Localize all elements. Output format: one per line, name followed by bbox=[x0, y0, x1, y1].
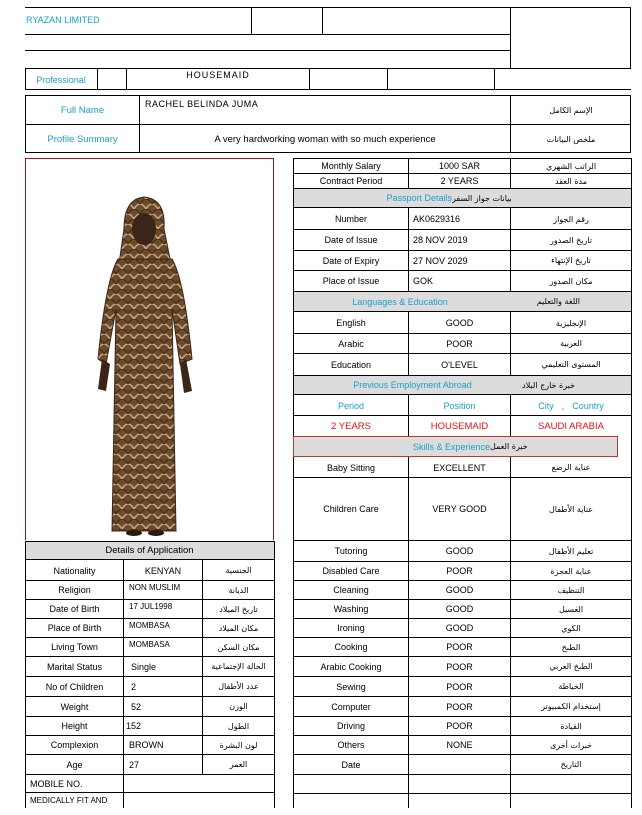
skill-value bbox=[409, 755, 510, 774]
skill-label: Tutoring bbox=[334, 546, 368, 556]
skill-value: GOOD bbox=[445, 623, 474, 633]
application-field-value: MOMBASA bbox=[129, 620, 170, 630]
application-field-label: Living Town bbox=[51, 642, 98, 652]
monthly-salary-value: 1000 SAR bbox=[438, 161, 481, 171]
place-of-issue-label: Place of Issue bbox=[322, 276, 380, 286]
application-field-value: BROWN bbox=[129, 740, 164, 750]
application-field-arabic: تاريخ الميلاد bbox=[219, 604, 258, 614]
arabic-arabic: العربية bbox=[560, 339, 582, 348]
employment-title-arabic: خبرة خارج البلاد bbox=[522, 380, 575, 390]
languages-title: Languages & Education bbox=[352, 296, 448, 307]
passport-title-arabic: بيانات جواز السفر bbox=[452, 193, 512, 203]
monthly-salary-arabic: الراتب الشهري bbox=[545, 161, 597, 171]
application-field-value: 17 JUL1998 bbox=[129, 601, 173, 611]
application-field-label: Nationality bbox=[53, 565, 96, 576]
skill-value: POOR bbox=[446, 701, 473, 712]
languages-title-arabic: اللغة والتعليم bbox=[536, 297, 580, 306]
skill-arabic: التاريخ bbox=[560, 760, 582, 769]
application-field-arabic: الطول bbox=[227, 721, 250, 731]
contract-period-arabic: مدة العقد bbox=[555, 176, 587, 186]
professional-label: Professional bbox=[36, 75, 86, 85]
skill-value: POOR bbox=[446, 721, 473, 731]
employment-period-value: 2 YEARS bbox=[331, 420, 371, 432]
application-field-label: Age bbox=[66, 759, 83, 770]
application-field-label: Complexion bbox=[50, 740, 99, 750]
skill-label: Ironing bbox=[337, 623, 365, 633]
date-of-issue-value: 28 NOV 2019 bbox=[413, 235, 468, 245]
application-field-arabic: الحالة الإجتماعية bbox=[211, 662, 266, 671]
skill-label: Cooking bbox=[334, 642, 368, 652]
monthly-salary-label: Monthly Salary bbox=[321, 161, 381, 171]
skill-value: POOR bbox=[446, 642, 473, 652]
city-country-header bbox=[511, 396, 631, 415]
english-value: GOOD bbox=[445, 318, 474, 328]
application-field-value: 152 bbox=[126, 721, 142, 731]
skill-label: Baby Sitting bbox=[326, 462, 376, 473]
city-header: City bbox=[538, 400, 554, 411]
skill-label: Date bbox=[341, 759, 361, 770]
position-value: HOUSEMAID bbox=[186, 70, 250, 80]
full-name-label: Full Name bbox=[60, 104, 105, 116]
education-label: Education bbox=[330, 359, 372, 370]
date-of-expiry-value: 27 NOV 2029 bbox=[413, 255, 468, 266]
place-of-issue-arabic: مكان الصدور bbox=[549, 276, 593, 286]
agency-name: RYAZAN LIMITED bbox=[26, 15, 100, 25]
skill-label: Disabled Care bbox=[322, 566, 380, 576]
application-field-label: Weight bbox=[60, 701, 89, 712]
skill-label: Driving bbox=[336, 721, 365, 731]
skill-label: Cleaning bbox=[333, 585, 369, 595]
application-field-arabic: لون البشرة bbox=[219, 740, 258, 750]
english-arabic: الإنجليزية bbox=[555, 318, 587, 328]
skill-arabic: الطبخ العربي bbox=[549, 662, 593, 671]
application-field-value: NON MUSLIM bbox=[129, 582, 181, 592]
date-of-issue-arabic: تاريخ الصدور bbox=[550, 235, 592, 245]
skill-value: NONE bbox=[446, 740, 473, 750]
skill-arabic: الطبخ bbox=[561, 642, 581, 652]
skill-label: Others bbox=[337, 740, 365, 750]
education-value: O'LEVEL bbox=[441, 359, 478, 370]
skill-arabic: التنظيف bbox=[557, 585, 585, 595]
skill-arabic: إستخدام الكمبيوتر bbox=[541, 702, 601, 711]
full-name-arabic: الإسم الكامل bbox=[549, 105, 593, 115]
skills-title: Skills & Experience bbox=[412, 441, 490, 452]
arabic-value: POOR bbox=[446, 338, 473, 349]
medically-fit-label: MEDICALLY FIT AND bbox=[30, 796, 108, 805]
full-name-value: RACHEL BELINDA JUMA bbox=[145, 99, 259, 109]
skill-value: POOR bbox=[446, 566, 473, 576]
skill-label: Arabic Cooking bbox=[320, 661, 382, 672]
application-field-arabic: عدد الأطفال bbox=[218, 682, 259, 691]
application-field-value: 52 bbox=[131, 701, 142, 712]
profile-summary-arabic: ملخص البيانات bbox=[546, 134, 596, 144]
applicant-photo-frame bbox=[25, 158, 274, 540]
skill-arabic: عناية الأطفال bbox=[548, 504, 594, 514]
skill-arabic: الخياطة bbox=[558, 682, 584, 691]
place-of-issue-value: GOK bbox=[413, 276, 434, 286]
application-field-label: Date of Birth bbox=[49, 604, 100, 614]
skill-label: Computer bbox=[331, 701, 371, 712]
application-field-arabic: الجنسية bbox=[225, 566, 252, 575]
application-field-value: KENYAN bbox=[144, 565, 182, 576]
contract-period-label: Contract Period bbox=[319, 176, 383, 186]
skill-value: GOOD bbox=[445, 585, 474, 595]
skill-arabic: الكوي bbox=[561, 623, 581, 633]
application-field-value: 2 bbox=[131, 681, 137, 692]
application-field-value: MOMBASA bbox=[129, 639, 170, 649]
date-of-issue-label: Date of Issue bbox=[324, 235, 378, 245]
profile-summary-label: Profile Summary bbox=[47, 133, 118, 145]
english-label: English bbox=[336, 318, 366, 328]
date-of-expiry-label: Date of Expiry bbox=[322, 255, 380, 266]
period-header: Period bbox=[337, 400, 364, 411]
contract-period-value: 2 YEARS bbox=[440, 176, 479, 186]
arabic-label: Arabic bbox=[338, 338, 364, 349]
application-field-value: 27 bbox=[129, 759, 140, 770]
skill-arabic: عناية الرضع bbox=[551, 463, 591, 472]
employment-position-value: HOUSEMAID bbox=[430, 420, 489, 432]
application-field-label: Place of Birth bbox=[47, 623, 102, 633]
skill-arabic: عناية العجزة bbox=[550, 566, 592, 576]
skill-arabic: الغسيل bbox=[558, 604, 584, 614]
application-field-value: Single bbox=[131, 661, 157, 672]
employment-title: Previous Employment Abroad bbox=[353, 380, 472, 390]
passport-title: Passport Details bbox=[386, 193, 452, 203]
skill-value: GOOD bbox=[445, 546, 474, 556]
skill-label: Sewing bbox=[336, 681, 366, 692]
skill-arabic: القيادة bbox=[560, 721, 582, 731]
application-field-arabic: مكان الميلاد bbox=[218, 623, 259, 633]
application-field-label: Religion bbox=[58, 585, 91, 595]
skill-arabic: خبرات أخرى bbox=[550, 740, 592, 750]
skill-value: POOR bbox=[446, 661, 473, 672]
application-title: Details of Application bbox=[105, 545, 194, 556]
employment-country-value: SAUDI ARABIA bbox=[538, 420, 604, 432]
skill-arabic: تعليم الأطفال bbox=[548, 546, 594, 556]
application-field-arabic: مكان السكن bbox=[217, 642, 260, 652]
profile-summary-value: A very hardworking woman with so much experience bbox=[214, 133, 436, 145]
skill-value: VERY GOOD bbox=[432, 504, 487, 514]
application-field-arabic: العمر bbox=[229, 760, 248, 769]
skill-value: EXCELLENT bbox=[433, 462, 486, 473]
passport-number-arabic: رقم الجواز bbox=[553, 214, 589, 224]
mobile-number-label: MOBILE NO. bbox=[30, 778, 83, 789]
applicant-photo bbox=[26, 159, 273, 539]
application-field-label: Marital Status bbox=[46, 661, 103, 672]
position-header: Position bbox=[443, 400, 476, 411]
skills-title-arabic: خبرة العمل bbox=[490, 442, 528, 451]
education-arabic: المستوى التعليمي bbox=[541, 360, 601, 369]
skill-value: GOOD bbox=[445, 604, 474, 614]
city-country-separator: , bbox=[561, 400, 565, 411]
country-header: Country bbox=[572, 400, 604, 411]
application-field-arabic: الوزن bbox=[229, 702, 248, 711]
passport-number-label: Number bbox=[334, 214, 367, 224]
skill-label: Washing bbox=[333, 604, 369, 614]
skill-value: POOR bbox=[446, 681, 473, 692]
application-field-label: No of Children bbox=[45, 681, 104, 692]
passport-number-value: AK0629316 bbox=[413, 214, 461, 224]
skill-label: Children Care bbox=[323, 504, 379, 514]
application-field-arabic: الديانة bbox=[228, 585, 249, 595]
date-of-expiry-arabic: تاريخ الإنتهاء bbox=[551, 256, 591, 265]
application-field-label: Height bbox=[61, 721, 88, 731]
